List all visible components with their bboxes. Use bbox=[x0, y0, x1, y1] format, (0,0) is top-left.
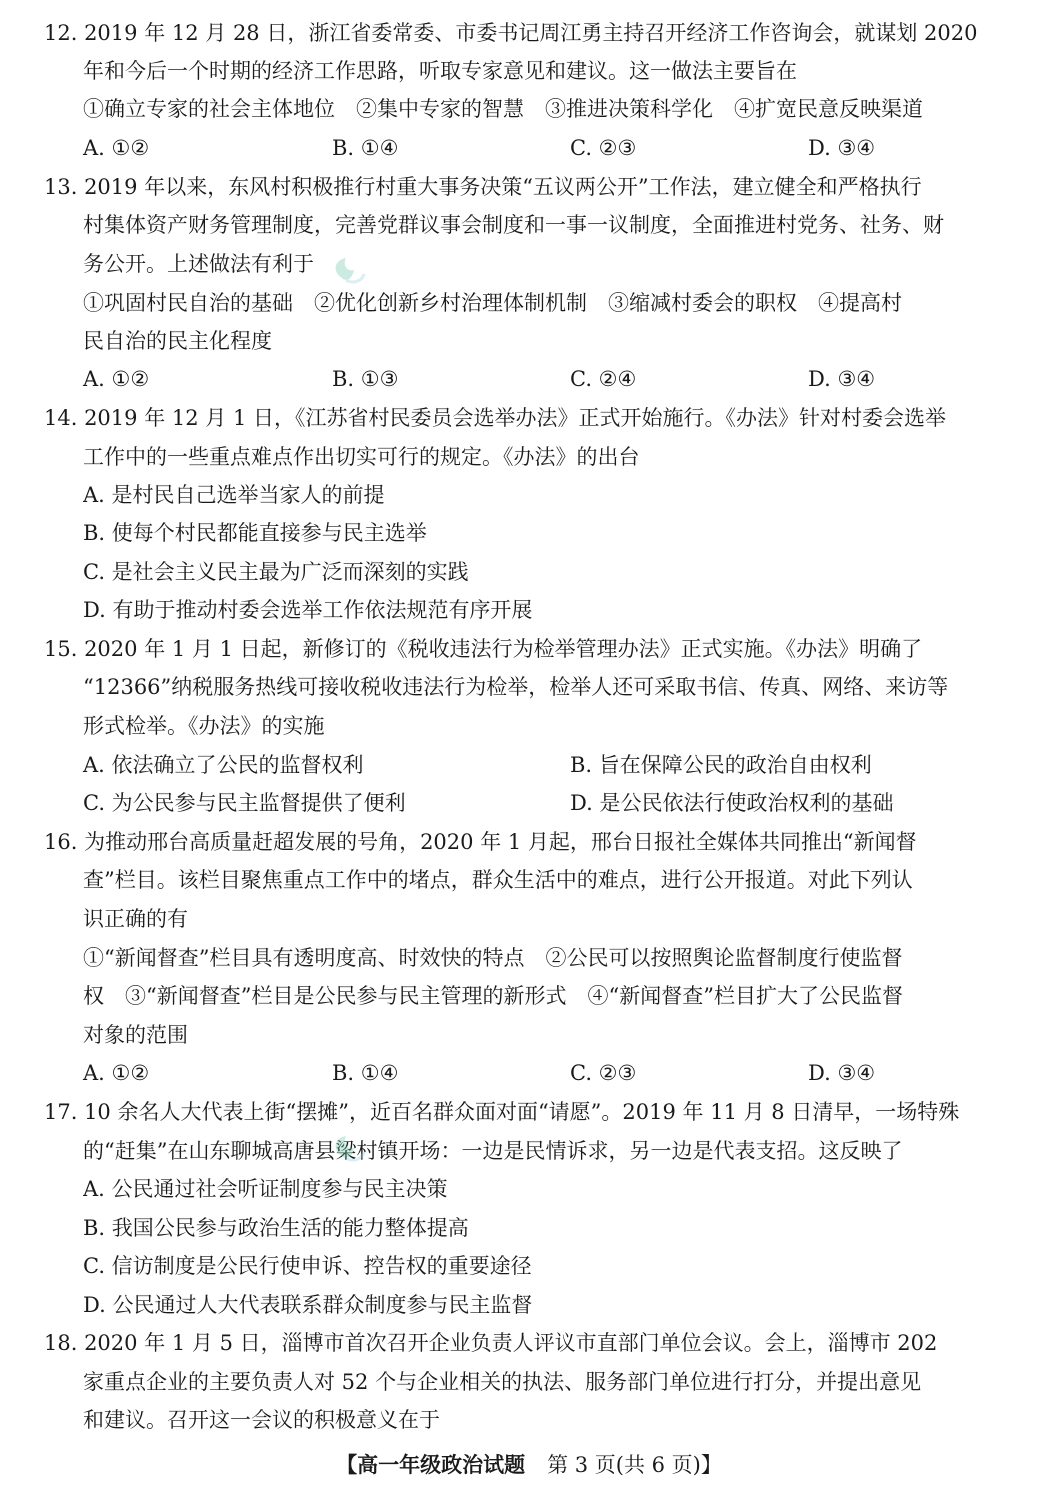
q13-option-d: D. ③④ bbox=[808, 367, 876, 391]
q17-option-a: A. 公民通过社会听证制度参与民主决策 bbox=[83, 1177, 448, 1201]
q13-statements-2: 民自治的民主化程度 bbox=[83, 329, 272, 353]
q16-line-2: 查”栏目。该栏目聚焦重点工作中的堵点，群众生活中的难点，进行公开报道。对此下列认 bbox=[83, 868, 913, 892]
q14-option-d: D. 有助于推动村委会选举工作依法规范有序开展 bbox=[83, 598, 533, 622]
q16-option-a: A. ①② bbox=[83, 1061, 150, 1085]
q17-line-1: 17. 10 余名人大代表上街“摆摊”，近百名群众面对面“请愿”。2019 年 11 月 8 日清早，一场特殊 bbox=[44, 1100, 960, 1124]
q16-line-3: 识正确的有 bbox=[83, 907, 188, 931]
q17-line-2: 的“赶集”在山东聊城高唐县梁村镇开场：一边是民情诉求，另一边是代表支招。这反映了 bbox=[83, 1139, 903, 1163]
q17-option-d: D. 公民通过人大代表联系群众制度参与民主监督 bbox=[83, 1293, 533, 1317]
q13-option-a: A. ①② bbox=[83, 367, 150, 391]
q12-option-b: B. ①④ bbox=[332, 136, 399, 160]
q14-line-2: 工作中的一些重点难点作出切实可行的规定。《办法》的出台 bbox=[83, 445, 640, 469]
q12-statements: ①确立专家的社会主体地位 ②集中专家的智慧 ③推进决策科学化 ④扩宽民意反映渠道 bbox=[83, 97, 923, 121]
q16-statements-2: 权 ③“新闻督查”栏目是公民参与民主管理的新形式 ④“新闻督查”栏目扩大了公民监督 bbox=[83, 984, 903, 1008]
q12-line-1: 12. 2019 年 12 月 28 日，浙江省委常委、市委书记周江勇主持召开经济工作咨询会，就谋划 2020 bbox=[44, 21, 978, 45]
q16-line-1: 16. 为推动邢台高质量赶超发展的号角，2020 年 1 月起，邢台日报社全媒体共同推出“新闻督 bbox=[44, 830, 917, 854]
q17-option-b: B. 我国公民参与政治生活的能力整体提高 bbox=[83, 1216, 469, 1240]
q15-option-d: D. 是公民依法行使政治权利的基础 bbox=[570, 791, 894, 815]
q18-line-2: 家重点企业的主要负责人对 52 个与企业相关的执法、服务部门单位进行打分，并提出意见 bbox=[83, 1370, 922, 1394]
footer-title: 【高一年级政治试题 bbox=[336, 1452, 526, 1477]
q13-line-3: 务公开。上述做法有利于 bbox=[83, 252, 314, 276]
q15-line-2: “12366”纳税服务热线可接收税收违法行为检举，检举人还可采取书信、传真、网络、来访等 bbox=[83, 675, 949, 699]
footer-page-number: 第 3 页(共 6 页)】 bbox=[547, 1453, 722, 1477]
q16-statements-1: ①“新闻督查”栏目具有透明度高、时效快的特点 ②公民可以按照舆论监督制度行使监督 bbox=[83, 946, 903, 970]
q14-option-c: C. 是社会主义民主最为广泛而深刻的实践 bbox=[83, 560, 469, 584]
q16-option-c: C. ②③ bbox=[570, 1061, 637, 1085]
q15-option-c: C. 为公民参与民主监督提供了便利 bbox=[83, 791, 406, 815]
q13-option-b: B. ①③ bbox=[332, 367, 399, 391]
q13-line-1: 13. 2019 年以来，东风村积极推行村重大事务决策“五议两公开”工作法，建立健全和严格执行 bbox=[44, 175, 922, 199]
q13-option-c: C. ②④ bbox=[570, 367, 637, 391]
watermark-logo-icon-2 bbox=[322, 1128, 382, 1178]
q15-line-3: 形式检举。《办法》的实施 bbox=[83, 714, 325, 738]
q15-option-a: A. 依法确立了公民的监督权利 bbox=[83, 753, 364, 777]
watermark-logo-icon bbox=[322, 250, 382, 300]
q15-line-1: 15. 2020 年 1 月 1 日起，新修订的《税收违法行为检举管理办法》正式实施。《办法》明确了 bbox=[44, 637, 923, 661]
q12-line-2: 年和今后一个时期的经济工作思路，听取专家意见和建议。这一做法主要旨在 bbox=[83, 59, 797, 83]
q17-option-c: C. 信访制度是公民行使申诉、控告权的重要途径 bbox=[83, 1254, 532, 1278]
q13-line-2: 村集体资产财务管理制度，完善党群议事会制度和一事一议制度，全面推进村党务、社务、财 bbox=[83, 213, 944, 237]
q18-line-1: 18. 2020 年 1 月 5 日，淄博市首次召开企业负责人评议市直部门单位会议。会上，淄博市 202 bbox=[44, 1331, 938, 1355]
q12-option-d: D. ③④ bbox=[808, 136, 876, 160]
q16-option-d: D. ③④ bbox=[808, 1061, 876, 1085]
q14-option-b: B. 使每个村民都能直接参与民主选举 bbox=[83, 521, 427, 545]
q13-statements-1: ①巩固村民自治的基础 ②优化创新乡村治理体制机制 ③缩减村委会的职权 ④提高村 bbox=[83, 291, 902, 315]
q16-option-b: B. ①④ bbox=[332, 1061, 399, 1085]
q12-option-c: C. ②③ bbox=[570, 136, 637, 160]
q14-option-a: A. 是村民自己选举当家人的前提 bbox=[83, 483, 385, 507]
q18-line-3: 和建议。召开这一会议的积极意义在于 bbox=[83, 1408, 440, 1432]
q16-statements-3: 对象的范围 bbox=[83, 1023, 188, 1047]
q14-line-1: 14. 2019 年 12 月 1 日，《江苏省村民委员会选举办法》正式开始施行。《办法》针对村委会选举 bbox=[44, 406, 946, 430]
q12-option-a: A. ①② bbox=[83, 136, 150, 160]
page-footer bbox=[0, 1450, 1058, 1480]
q15-option-b: B. 旨在保障公民的政治自由权利 bbox=[570, 753, 872, 777]
